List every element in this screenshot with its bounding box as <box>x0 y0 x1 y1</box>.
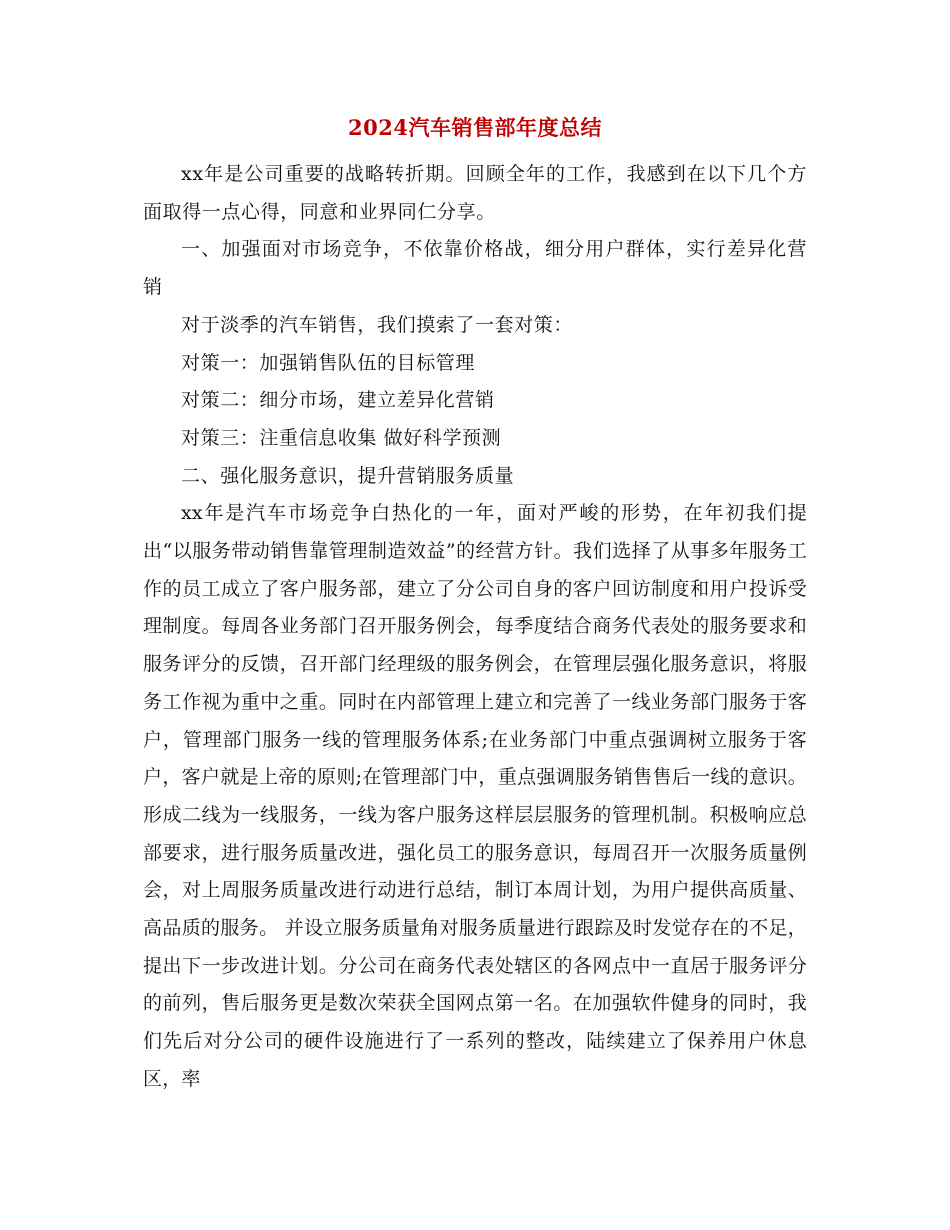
section-heading-2: 二、强化服务意识，提升营销服务质量 <box>181 464 515 487</box>
strategy-item-1: 对策一：加强销售队伍的目标管理 <box>181 351 476 374</box>
document-body <box>143 156 807 1099</box>
strategy-item-3: 对策三：注重信息收集 做好科学预测 <box>181 426 502 449</box>
section-heading-1: 一、加强面对市场竞争，不依靠价格战，细分用户群体，实行差异化营销 <box>143 238 807 299</box>
paragraph-intro: xx年是公司重要的战略转折期。回顾全年的工作，我感到在以下几个方面取得一点心得，同意和业界同仁分享。 <box>143 163 807 223</box>
document-title: 2024汽车销售部年度总结 <box>348 115 602 140</box>
paragraph-strategy-intro: 对于淡季的汽车销售，我们摸索了一套对策： <box>181 313 574 336</box>
strategy-item-2: 对策二：细分市场，建立差异化营销 <box>181 389 495 412</box>
paragraph-service: xx年是汽车市场竞争白热化的一年，面对严峻的形势，在年初我们提出“以服务带动销售靠管理制造效益”的经营方针。我们选择了从事多年服务工作的员工成立了客户服务部，建立了分公司自身的客户回访制度和用户投诉受理制度。每周各业务部门召开服务例会，每季度结合商务代表处的服务要求和服务评分的反馈，召开部门经理级的服务例会，在管理层强化服务意识，将服务工作视为重中之重。同时在内部管理上建立和完善了一线业务部门服务于客户，管理部门服务一线的管理服务体系;在业务部门中重点强调树立服务于客户，客户就是上帝的原则;在管理部门中，重点强调服务销售售后一线的意识。形成二线为一线服务，一线为客户服务这样层层服务的管理机制。积极响应总部要求，进行服务质量改进，强化员工的服务意识，每周召开一次服务质量例会，对上周服务质量改进行动进行总结，制订本周计划，为用户提供高质量、高品质的服务。 并设立服务质量角对服务质量进行跟踪及时发觉存在的不足，提出下一步改进计划。分公司在商务代表处辖区的各网点中一直居于服务评分的前列，售后服务更是数次荣获全国网点第一名。在加强软件健身的同时，我们先后对分公司的硬件设施进行了一系列的整改，陆续建立了保养用户休息区，率 <box>143 502 807 1090</box>
